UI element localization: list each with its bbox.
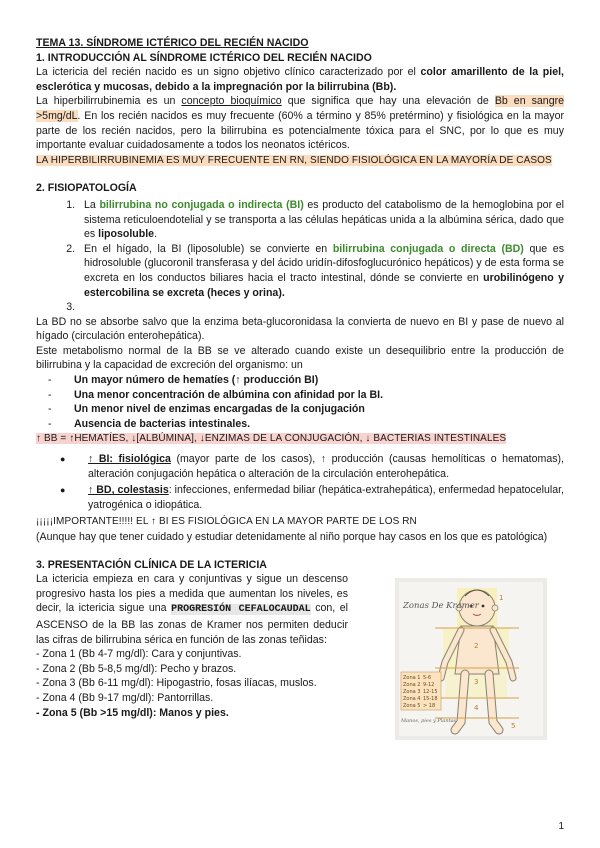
hyperbilirubinemia-paragraph: La hiperbilirrubinemia es un concepto bioquímico que significa que hay una elevación de Bb en sangre >5mg/dL. En los recién nacidos es muy frecuente (60% a término y 85% pretérmino) y fisiológica en la mayor parte de los recién nacidos, pero la bilirrubina es potencialmente tóxica para el SNC, por lo que es muy importante evaluar cuidadosamente a todos los neonatos ictéricos. [36, 95, 565, 152]
summary-banner: ↑ BB = ↑HEMATÍES, ↓[ALBÚMINA], ↓ENZIMAS DE LA CONJUGACIÓN, ↓ BACTERIAS INTESTINALES [36, 433, 507, 445]
sketch-label: Zonas De Kramer [403, 600, 479, 611]
page-number: 1 [558, 821, 564, 832]
zone-number: 2 [474, 641, 479, 650]
sketch-table-value: 9-12 [423, 681, 435, 688]
document-title: TEMA 13. SÍNDROME ICTÉRICO DEL RECIÉN NACIDO [36, 37, 309, 49]
causes-list [36, 373, 564, 431]
cephalocaudal-highlight: PROGRESIÓN CEFALOCAUDAL [171, 604, 311, 616]
zone-item: - Zona 3 (Bb 6-11 mg/dl): Hipogastrio, fosas ilíacas, muslos. [36, 677, 317, 690]
zone-item: - Zona 2 (Bb 5-8,5 mg/dl): Pecho y brazos. [36, 662, 237, 675]
document-page [36, 36, 565, 730]
list-item: 2. En el hígado, la BI (liposoluble) se convierte en bilirrubina conjugada o directa (BD) que es hidrosoluble (glucoronil transferasa y del ácido uridín-difosfoglucurónico hepáticos) y de esta forma se excreta en los conductos biliares hacia el tracto intestinal, dónde se convierte en urobilinógeno y estercobilina se excreta (heces y orina). [78, 242, 564, 300]
bilirubin-types-list [36, 452, 564, 512]
frequency-banner: LA HIPERBILIRRUBINEMIA ES MUY FRECUENTE EN RN, SIENDO FISIOLÓGICA EN LA MAYORÍA DE CASOS [36, 154, 552, 166]
sketch-table-row: Zona 2 [403, 681, 421, 688]
zone-item: - Zona 4 (Bb 9-17 mg/dl): Pantorrillas. [36, 691, 214, 704]
sketch-table-value: 15-18 [423, 695, 438, 702]
zone-number: 3 [474, 677, 479, 686]
clinical-presentation-paragraph: La ictericia empieza en cara y conjuntivas y sigue un descenso progresivo hasta los pies a medida que aumentan los niveles, es decir, la ictericia sigue una PROGRESIÓN CEFALOCAUDAL con, el ASCENSO de la BB las zonas de Kramer nos permiten deducir las cifras de bilirrubina sérica en función de las zonas teñidas: [36, 573, 348, 646]
zone-number: 4 [474, 703, 479, 712]
sketch-table-row: Zona 5 [403, 702, 421, 709]
important-note: ¡¡¡¡¡IMPORTANTE!!!!! EL ↑ BI ES FISIOLÓGICA EN LA MAYOR PARTE DE LOS RN [36, 516, 417, 528]
zone-number: 1 [499, 593, 504, 602]
kramer-zones-sketch [395, 578, 547, 740]
sketch-table-value: 5-6 [423, 674, 432, 681]
list-item: ● ↑ BD, colestasis: infecciones, enfermedad biliar (hepática-extrahepática), enfermedad hepatocelular, yatrogénica o idiopática. [72, 483, 564, 512]
list-item: - Una menor concentración de albúmina con afinidad por la BI. [48, 388, 564, 403]
physiopathology-list [36, 198, 564, 315]
zone-item: - Zona 1 (Bb 4-7 mg/dl): Cara y conjuntivas. [36, 648, 242, 661]
list-item: ● ↑ BI: fisiológica (mayor parte de los casos), ↑ producción (causas hemolíticas o hematomas), alteración conjugación hepática o alteración de la circulación enterohepática. [72, 452, 564, 481]
zone-number: 5 [511, 721, 516, 730]
sketch-table-value: 12-15 [423, 688, 438, 695]
intro-paragraph: La ictericia del recién nacido es un signo objetivo clínico caracterizado por el color amarillento de la piel, esclerótica y mucosas, debido a la impregnación por la bilirrubina (Bb). [36, 66, 564, 93]
sketch-table-row: Zona 1 [403, 674, 421, 681]
metabolism-paragraph: Este metabolismo normal de la BB se ve alterado cuando existe un desequilibrio entre la producción de bilirrubina y la capacidad de excreción del organismo: un [36, 344, 564, 372]
important-clarification: (Aunque hay que tener cuidado y estudiar detenidamente al niño porque hay casos en los que es patológica) [36, 531, 548, 543]
list-item: 1. La bilirrubina no conjugada o indirecta (BI) es producto del catabolismo de la hemoglobina por el sistema reticuloendotelial y se transporta a las células hepáticas unida a la albúmina sérica, dado que es liposoluble. [78, 198, 564, 242]
sketch-table-row: Zona 3 [403, 688, 421, 695]
sketch-table-value: > 18 [423, 702, 436, 709]
bd-paragraph: La BD no se absorbe salvo que la enzima beta-glucoronidasa la convierta de nuevo en BI y pase de nuevo al hígado (circulación enterohepática). [36, 315, 564, 343]
section1-heading: 1. INTRODUCCIÓN AL SÍNDROME ICTÉRICO DEL RECIÉN NACIDO [36, 51, 372, 64]
list-item: - Un menor nivel de enzimas encargadas de la conjugación [48, 402, 564, 417]
list-item: - Ausencia de bacterias intestinales. [48, 417, 564, 432]
sketch-note: Manos, pies y Plantas [401, 717, 457, 724]
list-item-empty [78, 300, 564, 315]
list-item: - Un mayor número de hematíes (↑ producción BI) [48, 373, 564, 388]
section3 [36, 558, 564, 730]
section2-heading: 2. FISIOPATOLOGÍA [36, 182, 137, 195]
zone-item: - Zona 5 (Bb >15 mg/dl): Manos y pies. [36, 706, 229, 719]
section3-heading: 3. PRESENTACIÓN CLÍNICA DE LA ICTERICIA [36, 558, 267, 571]
sketch-table-row: Zona 4 [403, 695, 421, 702]
bb-threshold-highlight: Bb en sangre >5mg/dL [36, 95, 565, 122]
